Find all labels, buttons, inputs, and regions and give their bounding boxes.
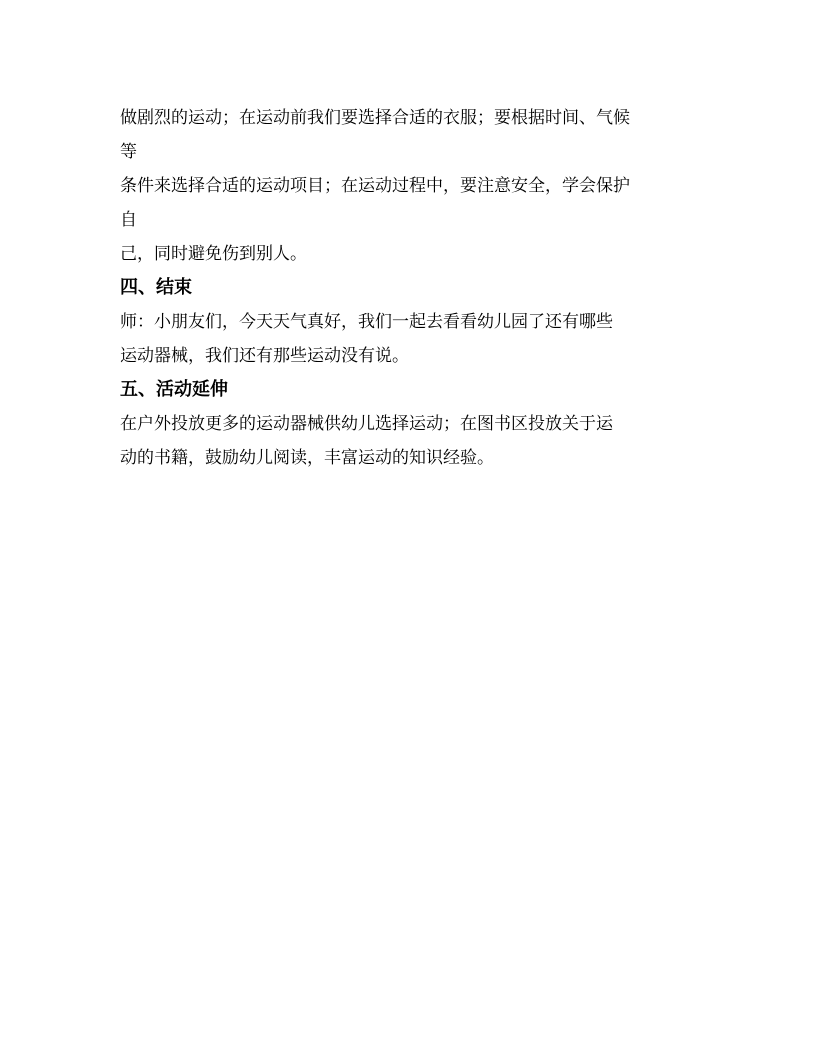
section-heading-ending: 四、结束 bbox=[120, 277, 192, 298]
body-line: 师：小朋友们，今天天气真好，我们一起去看看幼儿园了还有哪些 bbox=[120, 312, 613, 332]
body-line: 条件来选择合适的运动项目；在运动过程中，要注意安全，学会保护 bbox=[120, 176, 630, 196]
body-line: 自 bbox=[120, 210, 137, 230]
body-line: 动的书籍，鼓励幼儿阅读，丰富运动的知识经验。 bbox=[120, 448, 494, 468]
section-heading-extension: 五、活动延伸 bbox=[120, 379, 228, 400]
body-line: 己，同时避免伤到别人。 bbox=[120, 244, 307, 264]
document-body bbox=[120, 101, 700, 475]
body-line: 在户外投放更多的运动器械供幼儿选择运动；在图书区投放关于运 bbox=[120, 414, 613, 434]
body-line: 等 bbox=[120, 142, 137, 162]
body-line: 运动器械，我们还有那些运动没有说。 bbox=[120, 346, 409, 366]
body-line: 做剧烈的运动；在运动前我们要选择合适的衣服；要根据时间、气候 bbox=[120, 108, 630, 128]
